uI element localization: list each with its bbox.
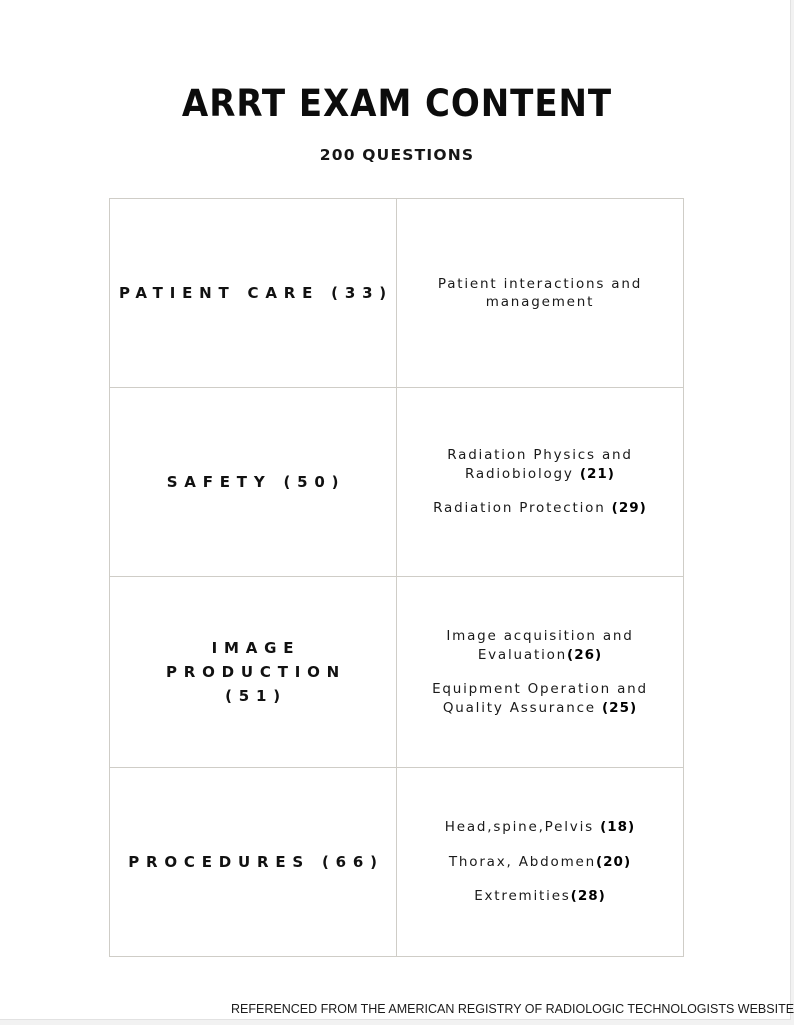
description-item	[474, 887, 606, 906]
description-text: Radiation Protection	[433, 500, 606, 517]
description-text: Quality Assurance	[442, 699, 596, 716]
category-label	[110, 636, 396, 708]
description-cell-patient-care	[397, 199, 683, 388]
description-line	[432, 699, 648, 718]
question-count: (28)	[570, 888, 606, 905]
description-item	[447, 446, 633, 483]
description-line: Patient interactions and	[437, 275, 643, 292]
description-text: Radiobiology	[465, 465, 574, 482]
page-subtitle: 200 QUESTIONS	[319, 146, 475, 164]
category-cell-image-production	[110, 577, 397, 768]
description-item	[433, 499, 647, 518]
content-table	[109, 198, 684, 957]
page-title: ARRT EXAM CONTENT	[181, 82, 613, 125]
description-text: Evaluation	[477, 646, 568, 663]
description-item	[446, 627, 633, 664]
question-count: (20)	[595, 853, 632, 870]
description-item	[432, 680, 648, 717]
footer-reference: REFERENCED FROM THE AMERICAN REGISTRY OF RADIOLOGIC TECHNOLOGISTS WEBSITE	[231, 1002, 794, 1016]
description-line	[446, 646, 633, 665]
category-label	[161, 470, 346, 494]
description-item	[449, 853, 631, 872]
description-line: management	[485, 294, 595, 310]
category-label	[113, 281, 393, 305]
category-line: PATIENT CARE (33)	[119, 284, 393, 302]
question-count: (25)	[602, 699, 638, 716]
category-cell-safety	[110, 388, 397, 577]
category-label	[122, 850, 384, 874]
description-line	[433, 499, 647, 518]
description-line: Radiation Physics and	[447, 447, 633, 464]
category-line: (51)	[225, 687, 287, 705]
description-cell-procedures	[397, 768, 683, 956]
description-line	[447, 465, 633, 484]
description-line	[474, 887, 606, 906]
category-line: PROCEDURES (66)	[128, 853, 384, 871]
question-count: (26)	[567, 646, 603, 663]
category-line: SAFETY (50)	[166, 473, 346, 491]
question-count: (29)	[611, 500, 647, 517]
category-line: IMAGE PRODUCTION	[165, 639, 347, 681]
description-line	[449, 853, 631, 872]
description-text: Head,spine,Pelvis	[444, 819, 594, 836]
description-text: Extremities	[474, 888, 571, 905]
category-cell-patient-care	[110, 199, 397, 388]
description-item	[445, 818, 635, 837]
description-line: Equipment Operation and	[432, 681, 648, 697]
description-cell-image-production	[397, 577, 683, 768]
description-text: Thorax, Abdomen	[448, 853, 596, 870]
category-cell-procedures	[110, 768, 397, 956]
description-line: Image acquisition and	[446, 628, 634, 644]
description-item	[438, 275, 642, 312]
description-line	[445, 818, 635, 837]
question-count: (21)	[579, 465, 615, 482]
question-count: (18)	[600, 819, 636, 836]
description-cell-safety	[397, 388, 683, 577]
